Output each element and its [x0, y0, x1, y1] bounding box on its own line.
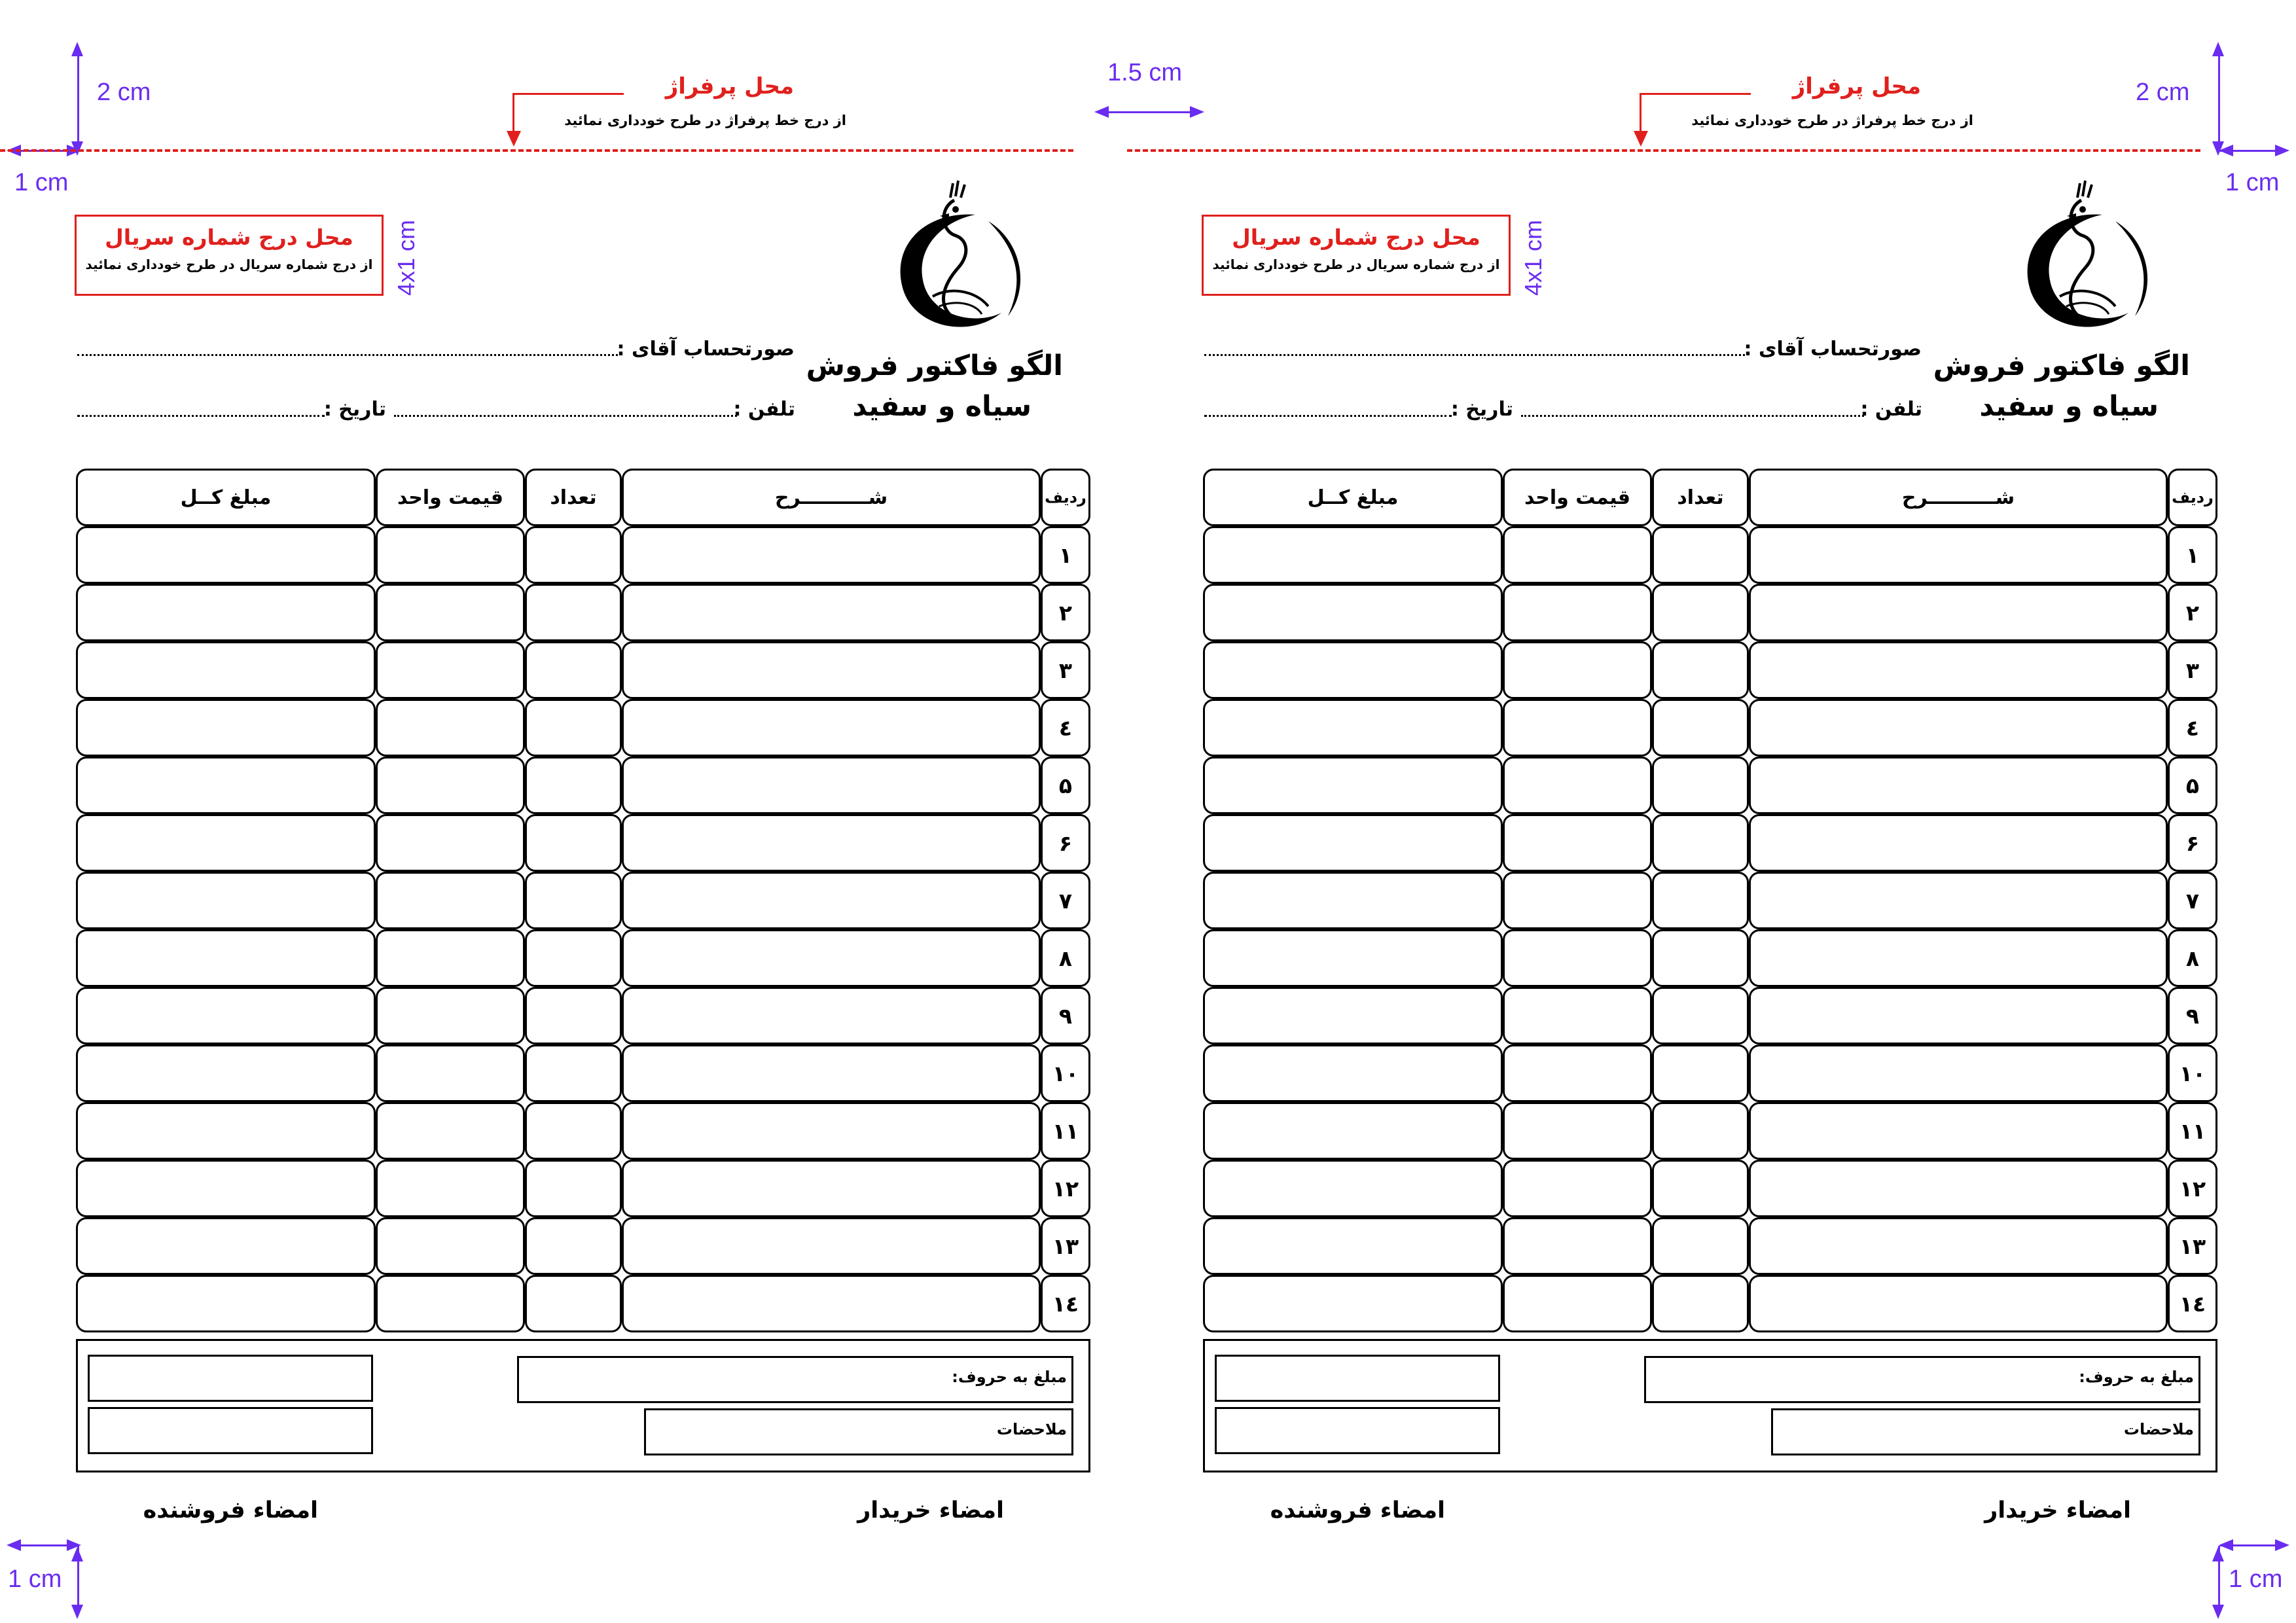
invoice-page-left — [0, 0, 1132, 1623]
total-cell[interactable] — [1203, 526, 1503, 584]
perforation-line — [0, 149, 1073, 152]
brand-subtitle: سیاه و سفید — [852, 390, 1031, 423]
quantity-cell[interactable] — [525, 872, 622, 929]
unit-price-cell[interactable] — [376, 987, 525, 1044]
unit-price-cell[interactable] — [1503, 814, 1652, 872]
header-total: مبلغ کــل — [76, 469, 376, 526]
total-cell[interactable] — [76, 814, 376, 872]
total-cell[interactable] — [76, 929, 376, 987]
total-cell[interactable] — [76, 987, 376, 1044]
quantity-cell[interactable] — [525, 1102, 622, 1160]
date-label: تاریخ : — [323, 398, 386, 421]
row-number-cell: ۵ — [1041, 757, 1090, 814]
unit-price-cell[interactable] — [1503, 1160, 1652, 1217]
total-cell[interactable] — [1203, 872, 1503, 929]
description-cell[interactable] — [622, 526, 1041, 584]
total-cell[interactable] — [76, 699, 376, 757]
arrow-right-icon — [2275, 145, 2289, 156]
description-cell[interactable] — [1749, 757, 2168, 814]
quantity-cell[interactable] — [525, 699, 622, 757]
description-cell[interactable] — [622, 584, 1041, 641]
quantity-cell[interactable] — [525, 1275, 622, 1332]
phone-label: تلفن : — [1860, 398, 1922, 421]
unit-price-cell[interactable] — [1503, 1275, 1652, 1332]
quantity-cell[interactable] — [525, 584, 622, 641]
total-cell[interactable] — [76, 1102, 376, 1160]
unit-price-cell[interactable] — [376, 1044, 525, 1102]
total-cell[interactable] — [1203, 929, 1503, 987]
description-cell[interactable] — [622, 1044, 1041, 1102]
total-cell[interactable] — [1203, 1044, 1503, 1102]
total-cell[interactable] — [76, 1160, 376, 1217]
header-quantity: تعداد — [525, 469, 622, 526]
brand-title: الگو فاکتور فروش — [1933, 349, 2190, 382]
unit-price-cell[interactable] — [376, 757, 525, 814]
customer-label: صورتحساب آقای : — [1744, 338, 1922, 361]
header-total: مبلغ کــل — [1203, 469, 1503, 526]
description-cell[interactable] — [1749, 699, 2168, 757]
total-cell[interactable] — [1203, 987, 1503, 1044]
description-cell[interactable] — [622, 814, 1041, 872]
bottom-margin-label-right: 1 cm — [2229, 1565, 2283, 1593]
row-number-cell: ۱٤ — [1041, 1275, 1090, 1332]
description-cell[interactable] — [1749, 872, 2168, 929]
description-cell[interactable] — [1749, 1275, 2168, 1332]
total-cell[interactable] — [1203, 1217, 1503, 1275]
row-number-cell: ۱۲ — [1041, 1160, 1090, 1217]
header-description: شــــــــــرح — [1749, 469, 2168, 526]
amount-words-label: مبلغ به حروف: — [952, 1368, 1067, 1386]
total-cell[interactable] — [76, 526, 376, 584]
quantity-cell[interactable] — [525, 814, 622, 872]
quantity-cell[interactable] — [1652, 641, 1749, 699]
total-cell[interactable] — [76, 757, 376, 814]
gap-label: 1.5 cm — [1107, 59, 1183, 86]
row-number-cell: ۳ — [2168, 641, 2217, 699]
row-number-cell: ۱۰ — [1041, 1044, 1090, 1102]
header-unit-price: قیمت واحد — [1503, 469, 1652, 526]
quantity-cell[interactable] — [1652, 526, 1749, 584]
description-cell[interactable] — [1749, 929, 2168, 987]
quantity-cell[interactable] — [1652, 757, 1749, 814]
header-quantity: تعداد — [1652, 469, 1749, 526]
phone-field[interactable] — [1521, 415, 1864, 417]
arrow-right-icon — [2275, 1539, 2289, 1551]
row-number-cell: ۱۳ — [2168, 1217, 2217, 1275]
description-cell[interactable] — [622, 987, 1041, 1044]
unit-price-cell[interactable] — [376, 1275, 525, 1332]
quantity-cell[interactable] — [1652, 1160, 1749, 1217]
description-cell[interactable] — [1749, 814, 2168, 872]
total-cell[interactable] — [1203, 1102, 1503, 1160]
total-cell[interactable] — [1203, 1275, 1503, 1332]
customer-field[interactable] — [77, 354, 618, 356]
row-number-cell: ۱ — [1041, 526, 1090, 584]
description-cell[interactable] — [1749, 1217, 2168, 1275]
row-number-cell: ۱ — [2168, 526, 2217, 584]
total-cell[interactable] — [76, 1217, 376, 1275]
total-cell[interactable] — [76, 1044, 376, 1102]
quantity-cell[interactable] — [1652, 929, 1749, 987]
description-cell[interactable] — [1749, 526, 2168, 584]
unit-price-cell[interactable] — [376, 814, 525, 872]
total-cell[interactable] — [76, 584, 376, 641]
quantity-cell[interactable] — [1652, 699, 1749, 757]
quantity-cell[interactable] — [525, 641, 622, 699]
side-margin-label-right: 1 cm — [2225, 169, 2280, 196]
total-cell[interactable] — [1203, 584, 1503, 641]
footer-total-box-1[interactable] — [1215, 1355, 1500, 1402]
buyer-signature: امضاء خریدار — [857, 1497, 1004, 1524]
row-number-cell: ۷ — [1041, 872, 1090, 929]
perforation-note: از درج خط پرفراژ در طرح خودداری نمائید — [564, 113, 846, 128]
side-margin-label-left: 1 cm — [14, 169, 69, 196]
notes-label: ملاحضات — [996, 1420, 1067, 1438]
unit-price-cell[interactable] — [1503, 1217, 1652, 1275]
description-cell[interactable] — [622, 929, 1041, 987]
quantity-cell[interactable] — [1652, 872, 1749, 929]
row-number-cell: ٤ — [2168, 699, 2217, 757]
peacock-logo-icon — [877, 175, 1034, 346]
perforation-title: محل پرفراژ — [665, 73, 794, 99]
header-row-number: ردیف — [1041, 469, 1090, 526]
quantity-cell[interactable] — [525, 1217, 622, 1275]
serial-note: از درج شماره سریال در طرح خودداری نمائید — [1212, 257, 1500, 272]
unit-price-cell[interactable] — [376, 641, 525, 699]
description-cell[interactable] — [622, 641, 1041, 699]
seller-signature: امضاء فروشنده — [1270, 1497, 1445, 1524]
quantity-cell[interactable] — [1652, 1044, 1749, 1102]
quantity-cell[interactable] — [525, 987, 622, 1044]
quantity-cell[interactable] — [1652, 584, 1749, 641]
quantity-cell[interactable] — [1652, 1102, 1749, 1160]
footer-total-box-2[interactable] — [88, 1407, 373, 1454]
description-cell[interactable] — [622, 1160, 1041, 1217]
total-cell[interactable] — [1203, 699, 1503, 757]
description-cell[interactable] — [1749, 641, 2168, 699]
serial-size-label: 4x1 cm — [393, 219, 420, 296]
unit-price-cell[interactable] — [376, 929, 525, 987]
total-cell[interactable] — [76, 872, 376, 929]
row-number-cell: ۹ — [1041, 987, 1090, 1044]
serial-note: از درج شماره سریال در طرح خودداری نمائید — [85, 257, 373, 272]
row-number-cell: ۸ — [1041, 929, 1090, 987]
description-cell[interactable] — [622, 1102, 1041, 1160]
row-number-cell: ٤ — [1041, 699, 1090, 757]
serial-number-box — [1202, 215, 1511, 296]
quantity-cell[interactable] — [1652, 1217, 1749, 1275]
perforation-pointer — [1640, 93, 1751, 95]
unit-price-cell[interactable] — [1503, 1044, 1652, 1102]
serial-title: محل درج شماره سریال — [1232, 224, 1480, 250]
date-label: تاریخ : — [1450, 398, 1513, 421]
perforation-pointer — [512, 93, 624, 95]
total-cell[interactable] — [1203, 1160, 1503, 1217]
unit-price-cell[interactable] — [376, 584, 525, 641]
description-cell[interactable] — [1749, 584, 2168, 641]
unit-price-cell[interactable] — [1503, 987, 1652, 1044]
seller-signature: امضاء فروشنده — [143, 1497, 318, 1524]
footer-total-box-2[interactable] — [1215, 1407, 1500, 1454]
row-number-cell: ۷ — [2168, 872, 2217, 929]
top-margin-label-right: 2 cm — [2136, 79, 2190, 106]
row-number-cell: ۱٤ — [2168, 1275, 2217, 1332]
top-margin-label-left: 2 cm — [97, 79, 151, 106]
description-cell[interactable] — [622, 699, 1041, 757]
row-number-cell: ۶ — [1041, 814, 1090, 872]
row-number-cell: ۸ — [2168, 929, 2217, 987]
row-number-cell: ۵ — [2168, 757, 2217, 814]
serial-title: محل درج شماره سریال — [105, 224, 353, 250]
row-number-cell: ۱۳ — [1041, 1217, 1090, 1275]
brand-title: الگو فاکتور فروش — [806, 349, 1063, 382]
row-number-cell: ۱۱ — [2168, 1102, 2217, 1160]
row-number-cell: ۲ — [1041, 584, 1090, 641]
unit-price-cell[interactable] — [1503, 1102, 1652, 1160]
unit-price-cell[interactable] — [1503, 699, 1652, 757]
perforation-line — [1127, 149, 2200, 152]
row-number-cell: ۳ — [1041, 641, 1090, 699]
arrow-down-icon — [507, 131, 521, 147]
arrow-down-icon — [1634, 131, 1648, 147]
unit-price-cell[interactable] — [1503, 641, 1652, 699]
description-cell[interactable] — [622, 1217, 1041, 1275]
header-unit-price: قیمت واحد — [376, 469, 525, 526]
perforation-note: از درج خط پرفراژ در طرح خودداری نمائید — [1691, 113, 1973, 128]
quantity-cell[interactable] — [525, 757, 622, 814]
total-cell[interactable] — [1203, 641, 1503, 699]
description-cell[interactable] — [622, 757, 1041, 814]
total-cell[interactable] — [76, 1275, 376, 1332]
unit-price-cell[interactable] — [1503, 872, 1652, 929]
row-number-cell: ۶ — [2168, 814, 2217, 872]
customer-label: صورتحساب آقای : — [617, 338, 795, 361]
amount-words-label: مبلغ به حروف: — [2079, 1368, 2194, 1386]
brand-subtitle: سیاه و سفید — [1979, 390, 2159, 423]
quantity-cell[interactable] — [1652, 814, 1749, 872]
total-cell[interactable] — [1203, 814, 1503, 872]
unit-price-cell[interactable] — [376, 699, 525, 757]
quantity-cell[interactable] — [525, 1160, 622, 1217]
row-number-cell: ۲ — [2168, 584, 2217, 641]
serial-size-label: 4x1 cm — [1520, 219, 1547, 296]
row-number-cell: ۱۰ — [2168, 1044, 2217, 1102]
description-cell[interactable] — [622, 872, 1041, 929]
quantity-cell[interactable] — [525, 526, 622, 584]
header-row-number: ردیف — [2168, 469, 2217, 526]
header-description: شــــــــــرح — [622, 469, 1041, 526]
row-number-cell: ۹ — [2168, 987, 2217, 1044]
total-cell[interactable] — [76, 641, 376, 699]
description-cell[interactable] — [1749, 1102, 2168, 1160]
unit-price-cell[interactable] — [376, 872, 525, 929]
buyer-signature: امضاء خریدار — [1984, 1497, 2131, 1524]
unit-price-cell[interactable] — [1503, 584, 1652, 641]
quantity-cell[interactable] — [1652, 987, 1749, 1044]
description-cell[interactable] — [1749, 987, 2168, 1044]
peacock-logo-icon — [2004, 175, 2161, 346]
date-field[interactable] — [77, 415, 325, 417]
description-cell[interactable] — [1749, 1044, 2168, 1102]
total-cell[interactable] — [1203, 757, 1503, 814]
row-number-cell: ۱۲ — [2168, 1160, 2217, 1217]
description-cell[interactable] — [1749, 1160, 2168, 1217]
unit-price-cell[interactable] — [376, 1102, 525, 1160]
row-number-cell: ۱۱ — [1041, 1102, 1090, 1160]
notes-label: ملاحضات — [2123, 1420, 2194, 1438]
serial-number-box — [75, 215, 384, 296]
unit-price-cell[interactable] — [376, 526, 525, 584]
unit-price-cell[interactable] — [376, 1217, 525, 1275]
quantity-cell[interactable] — [525, 1044, 622, 1102]
footer-total-box-1[interactable] — [88, 1355, 373, 1402]
description-cell[interactable] — [622, 1275, 1041, 1332]
phone-field[interactable] — [394, 415, 737, 417]
customer-field[interactable] — [1204, 354, 1745, 356]
unit-price-cell[interactable] — [1503, 526, 1652, 584]
unit-price-cell[interactable] — [1503, 757, 1652, 814]
quantity-cell[interactable] — [1652, 1275, 1749, 1332]
unit-price-cell[interactable] — [376, 1160, 525, 1217]
bottom-margin-label-left: 1 cm — [8, 1565, 62, 1593]
unit-price-cell[interactable] — [1503, 929, 1652, 987]
invoice-page-right — [1127, 0, 2259, 1623]
phone-label: تلفن : — [733, 398, 795, 421]
quantity-cell[interactable] — [525, 929, 622, 987]
perforation-title: محل پرفراژ — [1792, 73, 1921, 99]
date-field[interactable] — [1204, 415, 1452, 417]
